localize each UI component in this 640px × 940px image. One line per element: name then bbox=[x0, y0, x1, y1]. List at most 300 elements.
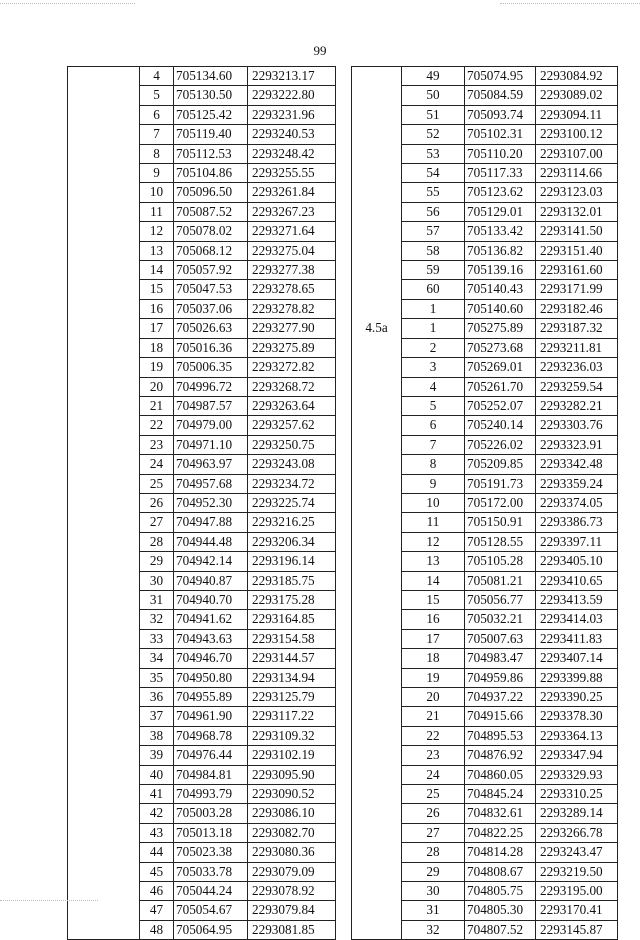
point-number-cell: 55 bbox=[402, 183, 465, 202]
point-number-cell: 12 bbox=[402, 532, 465, 551]
x-coordinate-cell: 704942.14 bbox=[174, 552, 248, 571]
scan-edge-top-left bbox=[0, 3, 135, 4]
table-row bbox=[68, 493, 336, 512]
table-row bbox=[68, 765, 336, 784]
point-number-cell: 40 bbox=[140, 765, 174, 784]
section-cell bbox=[68, 862, 140, 881]
point-number-cell: 57 bbox=[402, 222, 465, 241]
point-number-cell: 19 bbox=[140, 358, 174, 377]
table-row bbox=[352, 920, 618, 939]
table-row bbox=[352, 590, 618, 609]
y-coordinate-cell: 2293219.50 bbox=[536, 862, 618, 881]
section-cell bbox=[68, 202, 140, 221]
point-number-cell: 28 bbox=[402, 843, 465, 862]
section-cell bbox=[352, 435, 402, 454]
y-coordinate-cell: 2293094.11 bbox=[536, 105, 618, 124]
x-coordinate-cell: 705007.63 bbox=[465, 629, 536, 648]
table-row bbox=[352, 241, 618, 260]
scan-edge-bottom-left bbox=[0, 900, 98, 901]
section-cell bbox=[352, 241, 402, 260]
point-number-cell: 59 bbox=[402, 261, 465, 280]
section-cell: 4.5a bbox=[352, 319, 402, 338]
x-coordinate-cell: 705139.16 bbox=[465, 261, 536, 280]
section-cell bbox=[352, 338, 402, 357]
x-coordinate-cell: 704822.25 bbox=[465, 823, 536, 842]
point-number-cell: 31 bbox=[402, 901, 465, 920]
section-cell bbox=[352, 668, 402, 687]
x-coordinate-cell: 705123.62 bbox=[465, 183, 536, 202]
section-cell bbox=[68, 435, 140, 454]
y-coordinate-cell: 2293141.50 bbox=[536, 222, 618, 241]
x-coordinate-cell: 704950.80 bbox=[174, 668, 248, 687]
y-coordinate-cell: 2293107.00 bbox=[536, 144, 618, 163]
x-coordinate-cell: 704805.75 bbox=[465, 882, 536, 901]
section-cell bbox=[352, 455, 402, 474]
y-coordinate-cell: 2293255.55 bbox=[248, 164, 336, 183]
y-coordinate-cell: 2293378.30 bbox=[536, 707, 618, 726]
x-coordinate-cell: 705087.52 bbox=[174, 202, 248, 221]
y-coordinate-cell: 2293151.40 bbox=[536, 241, 618, 260]
point-number-cell: 30 bbox=[402, 882, 465, 901]
point-number-cell: 4 bbox=[402, 377, 465, 396]
x-coordinate-cell: 705044.24 bbox=[174, 882, 248, 901]
table-row bbox=[352, 513, 618, 532]
point-number-cell: 45 bbox=[140, 862, 174, 881]
coordinate-table-right-body bbox=[352, 67, 618, 940]
section-cell bbox=[352, 571, 402, 590]
section-cell bbox=[68, 920, 140, 939]
point-number-cell: 43 bbox=[140, 823, 174, 842]
point-number-cell: 9 bbox=[140, 164, 174, 183]
x-coordinate-cell: 705125.42 bbox=[174, 105, 248, 124]
table-row bbox=[68, 299, 336, 318]
y-coordinate-cell: 2293114.66 bbox=[536, 164, 618, 183]
point-number-cell: 6 bbox=[140, 105, 174, 124]
x-coordinate-cell: 705273.68 bbox=[465, 338, 536, 357]
table-row bbox=[68, 280, 336, 299]
point-number-cell: 24 bbox=[402, 765, 465, 784]
x-coordinate-cell: 704961.90 bbox=[174, 707, 248, 726]
section-cell bbox=[352, 823, 402, 842]
section-cell bbox=[352, 474, 402, 493]
table-row bbox=[352, 765, 618, 784]
x-coordinate-cell: 704814.28 bbox=[465, 843, 536, 862]
point-number-cell: 20 bbox=[402, 688, 465, 707]
section-cell bbox=[68, 474, 140, 493]
y-coordinate-cell: 2293231.96 bbox=[248, 105, 336, 124]
table-row bbox=[352, 299, 618, 318]
table-row bbox=[352, 746, 618, 765]
y-coordinate-cell: 2293271.64 bbox=[248, 222, 336, 241]
y-coordinate-cell: 2293082.70 bbox=[248, 823, 336, 842]
x-coordinate-cell: 705033.78 bbox=[174, 862, 248, 881]
x-coordinate-cell: 704976.44 bbox=[174, 746, 248, 765]
table-row bbox=[68, 843, 336, 862]
table-row bbox=[352, 785, 618, 804]
point-number-cell: 9 bbox=[402, 474, 465, 493]
table-row bbox=[68, 416, 336, 435]
y-coordinate-cell: 2293117.22 bbox=[248, 707, 336, 726]
y-coordinate-cell: 2293410.65 bbox=[536, 571, 618, 590]
x-coordinate-cell: 705226.02 bbox=[465, 435, 536, 454]
point-number-cell: 49 bbox=[402, 67, 465, 86]
point-number-cell: 26 bbox=[140, 493, 174, 512]
table-row bbox=[68, 532, 336, 551]
section-cell bbox=[352, 105, 402, 124]
x-coordinate-cell: 705133.42 bbox=[465, 222, 536, 241]
point-number-cell: 8 bbox=[140, 144, 174, 163]
point-number-cell: 18 bbox=[402, 649, 465, 668]
x-coordinate-cell: 705209.85 bbox=[465, 455, 536, 474]
section-cell bbox=[352, 183, 402, 202]
x-coordinate-cell: 704915.66 bbox=[465, 707, 536, 726]
y-coordinate-cell: 2293414.03 bbox=[536, 610, 618, 629]
y-coordinate-cell: 2293100.12 bbox=[536, 125, 618, 144]
section-cell bbox=[352, 144, 402, 163]
y-coordinate-cell: 2293278.65 bbox=[248, 280, 336, 299]
table-row bbox=[352, 901, 618, 920]
y-coordinate-cell: 2293195.00 bbox=[536, 882, 618, 901]
y-coordinate-cell: 2293259.54 bbox=[536, 377, 618, 396]
y-coordinate-cell: 2293413.59 bbox=[536, 590, 618, 609]
x-coordinate-cell: 705032.21 bbox=[465, 610, 536, 629]
y-coordinate-cell: 2293144.57 bbox=[248, 649, 336, 668]
y-coordinate-cell: 2293175.28 bbox=[248, 590, 336, 609]
x-coordinate-cell: 705037.06 bbox=[174, 299, 248, 318]
section-cell bbox=[352, 726, 402, 745]
y-coordinate-cell: 2293161.60 bbox=[536, 261, 618, 280]
x-coordinate-cell: 705191.73 bbox=[465, 474, 536, 493]
y-coordinate-cell: 2293164.85 bbox=[248, 610, 336, 629]
point-number-cell: 15 bbox=[402, 590, 465, 609]
y-coordinate-cell: 2293397.11 bbox=[536, 532, 618, 551]
x-coordinate-cell: 704979.00 bbox=[174, 416, 248, 435]
y-coordinate-cell: 2293079.84 bbox=[248, 901, 336, 920]
point-number-cell: 39 bbox=[140, 746, 174, 765]
x-coordinate-cell: 705104.86 bbox=[174, 164, 248, 183]
x-coordinate-cell: 704993.79 bbox=[174, 785, 248, 804]
section-cell bbox=[352, 843, 402, 862]
y-coordinate-cell: 2293079.09 bbox=[248, 862, 336, 881]
section-cell bbox=[352, 688, 402, 707]
point-number-cell: 11 bbox=[140, 202, 174, 221]
table-row bbox=[352, 377, 618, 396]
section-cell bbox=[68, 882, 140, 901]
point-number-cell: 58 bbox=[402, 241, 465, 260]
y-coordinate-cell: 2293248.42 bbox=[248, 144, 336, 163]
point-number-cell: 25 bbox=[140, 474, 174, 493]
section-cell bbox=[68, 86, 140, 105]
point-number-cell: 38 bbox=[140, 726, 174, 745]
x-coordinate-cell: 705275.89 bbox=[465, 319, 536, 338]
y-coordinate-cell: 2293240.53 bbox=[248, 125, 336, 144]
point-number-cell: 33 bbox=[140, 629, 174, 648]
point-number-cell: 60 bbox=[402, 280, 465, 299]
page-number: 99 bbox=[313, 43, 327, 58]
point-number-cell: 53 bbox=[402, 144, 465, 163]
table-row bbox=[68, 125, 336, 144]
section-cell bbox=[68, 222, 140, 241]
point-number-cell: 10 bbox=[402, 493, 465, 512]
table-row bbox=[352, 358, 618, 377]
point-number-cell: 17 bbox=[140, 319, 174, 338]
x-coordinate-cell: 704860.05 bbox=[465, 765, 536, 784]
table-row bbox=[352, 144, 618, 163]
point-number-cell: 25 bbox=[402, 785, 465, 804]
y-coordinate-cell: 2293187.32 bbox=[536, 319, 618, 338]
y-coordinate-cell: 2293278.82 bbox=[248, 299, 336, 318]
point-number-cell: 14 bbox=[140, 261, 174, 280]
y-coordinate-cell: 2293364.13 bbox=[536, 726, 618, 745]
y-coordinate-cell: 2293080.36 bbox=[248, 843, 336, 862]
x-coordinate-cell: 705003.28 bbox=[174, 804, 248, 823]
x-coordinate-cell: 705078.02 bbox=[174, 222, 248, 241]
section-cell bbox=[68, 261, 140, 280]
point-number-cell: 36 bbox=[140, 688, 174, 707]
y-coordinate-cell: 2293086.10 bbox=[248, 804, 336, 823]
y-coordinate-cell: 2293275.89 bbox=[248, 338, 336, 357]
y-coordinate-cell: 2293102.19 bbox=[248, 746, 336, 765]
section-cell bbox=[352, 396, 402, 415]
x-coordinate-cell: 705252.07 bbox=[465, 396, 536, 415]
y-coordinate-cell: 2293267.23 bbox=[248, 202, 336, 221]
y-coordinate-cell: 2293268.72 bbox=[248, 377, 336, 396]
section-cell bbox=[68, 843, 140, 862]
table-row bbox=[68, 144, 336, 163]
section-cell bbox=[68, 377, 140, 396]
section-cell bbox=[68, 726, 140, 745]
x-coordinate-cell: 705023.38 bbox=[174, 843, 248, 862]
section-cell bbox=[68, 455, 140, 474]
x-coordinate-cell: 705081.21 bbox=[465, 571, 536, 590]
section-cell bbox=[352, 629, 402, 648]
section-cell bbox=[352, 493, 402, 512]
section-cell bbox=[352, 707, 402, 726]
table-row bbox=[352, 823, 618, 842]
section-cell bbox=[68, 513, 140, 532]
point-number-cell: 22 bbox=[402, 726, 465, 745]
y-coordinate-cell: 2293263.64 bbox=[248, 396, 336, 415]
table-row bbox=[352, 280, 618, 299]
point-number-cell: 22 bbox=[140, 416, 174, 435]
point-number-cell: 6 bbox=[402, 416, 465, 435]
y-coordinate-cell: 2293243.47 bbox=[536, 843, 618, 862]
section-cell bbox=[68, 416, 140, 435]
x-coordinate-cell: 704937.22 bbox=[465, 688, 536, 707]
section-cell bbox=[352, 552, 402, 571]
x-coordinate-cell: 705129.01 bbox=[465, 202, 536, 221]
table-row bbox=[68, 571, 336, 590]
y-coordinate-cell: 2293272.82 bbox=[248, 358, 336, 377]
y-coordinate-cell: 2293359.24 bbox=[536, 474, 618, 493]
point-number-cell: 7 bbox=[140, 125, 174, 144]
y-coordinate-cell: 2293089.02 bbox=[536, 86, 618, 105]
section-cell bbox=[352, 358, 402, 377]
x-coordinate-cell: 705056.77 bbox=[465, 590, 536, 609]
y-coordinate-cell: 2293257.62 bbox=[248, 416, 336, 435]
point-number-cell: 56 bbox=[402, 202, 465, 221]
y-coordinate-cell: 2293154.58 bbox=[248, 629, 336, 648]
table-row bbox=[352, 416, 618, 435]
table-row bbox=[352, 532, 618, 551]
section-cell bbox=[352, 920, 402, 939]
table-row bbox=[352, 202, 618, 221]
x-coordinate-cell: 704963.97 bbox=[174, 455, 248, 474]
section-cell bbox=[68, 532, 140, 551]
section-cell bbox=[68, 571, 140, 590]
table-row bbox=[352, 164, 618, 183]
x-coordinate-cell: 704940.70 bbox=[174, 590, 248, 609]
point-number-cell: 32 bbox=[140, 610, 174, 629]
table-row bbox=[68, 105, 336, 124]
section-cell bbox=[352, 513, 402, 532]
table-row bbox=[352, 125, 618, 144]
y-coordinate-cell: 2293081.85 bbox=[248, 920, 336, 939]
section-cell bbox=[352, 299, 402, 318]
point-number-cell: 29 bbox=[140, 552, 174, 571]
point-number-cell: 1 bbox=[402, 299, 465, 318]
x-coordinate-cell: 705093.74 bbox=[465, 105, 536, 124]
section-cell bbox=[68, 804, 140, 823]
x-coordinate-cell: 704984.81 bbox=[174, 765, 248, 784]
point-number-cell: 21 bbox=[140, 396, 174, 415]
table-row bbox=[352, 571, 618, 590]
x-coordinate-cell: 704957.68 bbox=[174, 474, 248, 493]
coordinate-table-right bbox=[351, 66, 618, 940]
y-coordinate-cell: 2293234.72 bbox=[248, 474, 336, 493]
table-row bbox=[68, 474, 336, 493]
table-row bbox=[68, 261, 336, 280]
point-number-cell: 21 bbox=[402, 707, 465, 726]
table-row bbox=[68, 901, 336, 920]
table-row bbox=[68, 67, 336, 86]
y-coordinate-cell: 2293277.90 bbox=[248, 319, 336, 338]
y-coordinate-cell: 2293109.32 bbox=[248, 726, 336, 745]
x-coordinate-cell: 705140.60 bbox=[465, 299, 536, 318]
y-coordinate-cell: 2293125.79 bbox=[248, 688, 336, 707]
y-coordinate-cell: 2293078.92 bbox=[248, 882, 336, 901]
point-number-cell: 50 bbox=[402, 86, 465, 105]
section-cell bbox=[68, 144, 140, 163]
y-coordinate-cell: 2293132.01 bbox=[536, 202, 618, 221]
section-cell bbox=[68, 610, 140, 629]
table-row bbox=[68, 183, 336, 202]
table-row bbox=[68, 164, 336, 183]
x-coordinate-cell: 705057.92 bbox=[174, 261, 248, 280]
x-coordinate-cell: 704807.52 bbox=[465, 920, 536, 939]
point-number-cell: 16 bbox=[402, 610, 465, 629]
table-row bbox=[68, 86, 336, 105]
section-cell bbox=[352, 765, 402, 784]
section-cell bbox=[352, 649, 402, 668]
point-number-cell: 41 bbox=[140, 785, 174, 804]
section-cell bbox=[352, 377, 402, 396]
x-coordinate-cell: 705068.12 bbox=[174, 241, 248, 260]
x-coordinate-cell: 704996.72 bbox=[174, 377, 248, 396]
scan-edge-top-right bbox=[500, 3, 640, 4]
section-cell bbox=[68, 901, 140, 920]
x-coordinate-cell: 705140.43 bbox=[465, 280, 536, 299]
table-row bbox=[352, 183, 618, 202]
table-row bbox=[68, 785, 336, 804]
x-coordinate-cell: 705054.67 bbox=[174, 901, 248, 920]
section-cell bbox=[68, 785, 140, 804]
table-row bbox=[68, 358, 336, 377]
table-row bbox=[352, 668, 618, 687]
x-coordinate-cell: 705105.28 bbox=[465, 552, 536, 571]
x-coordinate-cell: 704944.48 bbox=[174, 532, 248, 551]
y-coordinate-cell: 2293250.75 bbox=[248, 435, 336, 454]
point-number-cell: 13 bbox=[140, 241, 174, 260]
point-number-cell: 24 bbox=[140, 455, 174, 474]
x-coordinate-cell: 704987.57 bbox=[174, 396, 248, 415]
table-row bbox=[68, 823, 336, 842]
point-number-cell: 23 bbox=[140, 435, 174, 454]
table-row bbox=[68, 882, 336, 901]
section-cell bbox=[68, 707, 140, 726]
point-number-cell: 32 bbox=[402, 920, 465, 939]
table-row bbox=[352, 455, 618, 474]
point-number-cell: 16 bbox=[140, 299, 174, 318]
point-number-cell: 2 bbox=[402, 338, 465, 357]
table-row bbox=[352, 474, 618, 493]
y-coordinate-cell: 2293303.76 bbox=[536, 416, 618, 435]
table-row bbox=[352, 843, 618, 862]
section-cell bbox=[68, 67, 140, 86]
section-cell bbox=[352, 202, 402, 221]
point-number-cell: 47 bbox=[140, 901, 174, 920]
x-coordinate-cell: 704955.89 bbox=[174, 688, 248, 707]
y-coordinate-cell: 2293213.17 bbox=[248, 67, 336, 86]
section-cell bbox=[352, 67, 402, 86]
section-cell bbox=[68, 823, 140, 842]
x-coordinate-cell: 705117.33 bbox=[465, 164, 536, 183]
section-cell bbox=[68, 241, 140, 260]
point-number-cell: 23 bbox=[402, 746, 465, 765]
point-number-cell: 29 bbox=[402, 862, 465, 881]
table-row bbox=[68, 746, 336, 765]
section-cell bbox=[352, 804, 402, 823]
y-coordinate-cell: 2293222.80 bbox=[248, 86, 336, 105]
y-coordinate-cell: 2293411.83 bbox=[536, 629, 618, 648]
x-coordinate-cell: 704832.61 bbox=[465, 804, 536, 823]
y-coordinate-cell: 2293282.21 bbox=[536, 396, 618, 415]
section-cell bbox=[68, 105, 140, 124]
x-coordinate-cell: 704941.62 bbox=[174, 610, 248, 629]
table-row bbox=[352, 261, 618, 280]
section-cell bbox=[68, 396, 140, 415]
y-coordinate-cell: 2293196.14 bbox=[248, 552, 336, 571]
point-number-cell: 52 bbox=[402, 125, 465, 144]
y-coordinate-cell: 2293329.93 bbox=[536, 765, 618, 784]
point-number-cell: 42 bbox=[140, 804, 174, 823]
y-coordinate-cell: 2293134.94 bbox=[248, 668, 336, 687]
y-coordinate-cell: 2293170.41 bbox=[536, 901, 618, 920]
point-number-cell: 48 bbox=[140, 920, 174, 939]
point-number-cell: 13 bbox=[402, 552, 465, 571]
section-cell bbox=[352, 862, 402, 881]
table-row bbox=[68, 804, 336, 823]
point-number-cell: 35 bbox=[140, 668, 174, 687]
table-row bbox=[68, 552, 336, 571]
section-cell bbox=[68, 338, 140, 357]
y-coordinate-cell: 2293084.92 bbox=[536, 67, 618, 86]
point-number-cell: 28 bbox=[140, 532, 174, 551]
y-coordinate-cell: 2293243.08 bbox=[248, 455, 336, 474]
point-number-cell: 44 bbox=[140, 843, 174, 862]
x-coordinate-cell: 705013.18 bbox=[174, 823, 248, 842]
point-number-cell: 19 bbox=[402, 668, 465, 687]
